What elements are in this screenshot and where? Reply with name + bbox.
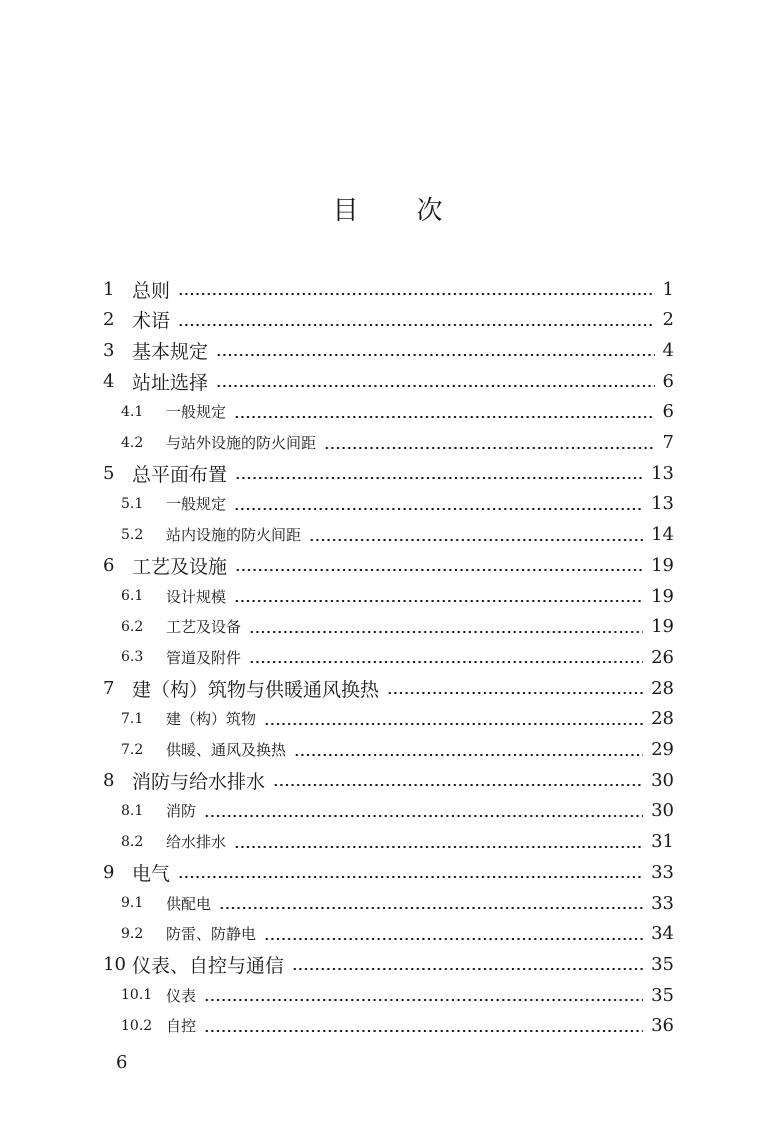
toc-section-entry[interactable] (0, 735, 775, 765)
toc-entry-number: 6 (103, 554, 115, 576)
toc-leader-dots (234, 508, 643, 510)
toc-entry-title: 设计规模 (166, 587, 227, 606)
toc-title-char-1: 目 (332, 196, 359, 226)
toc-section-entry[interactable] (0, 428, 775, 458)
toc-entry-number: 5.1 (121, 495, 144, 512)
toc-leader-dots (216, 385, 655, 387)
toc-entry-number: 9.2 (121, 925, 144, 942)
toc-entry-title: 消防 (166, 802, 197, 821)
toc-section-entry[interactable] (0, 796, 775, 826)
toc-chapter-entry[interactable] (0, 458, 775, 488)
toc-leader-dots (273, 784, 643, 786)
toc-entry-number: 1 (103, 278, 115, 300)
toc-entry-page: 2 (662, 309, 674, 331)
toc-section-entry[interactable] (0, 642, 775, 672)
toc-entry-page: 30 (651, 769, 674, 791)
toc-entry-title: 总平面布置 (132, 463, 228, 486)
toc-entry-number: 7 (103, 677, 115, 699)
toc-chapter-entry[interactable] (0, 335, 775, 365)
toc-chapter-entry[interactable] (0, 765, 775, 795)
toc-entry-number: 4 (103, 370, 115, 392)
toc-entry-page: 26 (651, 646, 674, 668)
toc-entry-title: 管道及附件 (166, 648, 242, 667)
toc-entry-title: 建（构）筑物与供暖通风换热 (132, 678, 380, 701)
toc-leader-dots (234, 600, 643, 602)
toc-chapter-entry[interactable] (0, 274, 775, 304)
toc-chapter-entry[interactable] (0, 673, 775, 703)
toc-entry-page: 35 (651, 984, 674, 1006)
toc-entry-page: 33 (651, 892, 674, 914)
toc-entry-number: 10.2 (121, 1017, 153, 1034)
toc-entry-page: 13 (651, 462, 674, 484)
toc-entry-number: 4.1 (121, 403, 144, 420)
toc-entry-number: 8 (103, 769, 115, 791)
toc-entry-page: 1 (662, 278, 674, 300)
toc-chapter-entry[interactable] (0, 305, 775, 335)
toc-entry-title: 基本规定 (132, 340, 209, 363)
toc-entry-page: 4 (662, 339, 674, 361)
toc-title (0, 190, 775, 227)
toc-chapter-entry[interactable] (0, 949, 775, 979)
toc-entry-number: 9.1 (121, 895, 144, 911)
toc-leader-dots (178, 324, 655, 326)
toc-section-entry[interactable] (0, 1011, 775, 1041)
toc-entry-title: 站址选择 (132, 371, 209, 394)
toc-entry-page: 13 (651, 493, 674, 515)
toc-entry-number: 6.1 (121, 588, 144, 604)
toc-entry-number: 6.2 (121, 618, 144, 635)
toc-entry-title: 总则 (132, 279, 171, 302)
toc-entry-number: 8.2 (121, 833, 144, 850)
toc-entry-page: 36 (651, 1015, 674, 1037)
toc-leader-dots (264, 938, 643, 940)
toc-entry-number: 5 (103, 462, 115, 484)
toc-entry-page: 31 (651, 831, 674, 853)
toc-entry-number: 6.3 (121, 649, 144, 666)
toc-leader-dots (204, 815, 643, 817)
toc-section-entry[interactable] (0, 397, 775, 427)
toc-entry-title: 自控 (166, 1017, 197, 1036)
toc-section-entry[interactable] (0, 612, 775, 642)
toc-entry-number: 5.2 (121, 526, 144, 543)
toc-leader-dots (235, 569, 643, 571)
toc-entry-title: 工艺及设施 (132, 555, 228, 578)
toc-section-entry[interactable] (0, 489, 775, 519)
toc-entry-number: 7.2 (121, 741, 144, 758)
toc-entry-title: 与站外设施的防火间距 (166, 434, 317, 452)
toc-entry-number: 9 (103, 861, 115, 883)
toc-entry-page: 35 (651, 953, 674, 975)
toc-title-char-2: 次 (416, 196, 443, 226)
toc-entry-page: 19 (651, 585, 674, 607)
toc-entry-title: 供配电 (166, 894, 212, 913)
toc-leader-dots (324, 447, 655, 449)
toc-entry-page: 19 (651, 616, 674, 638)
toc-entry-number: 4.2 (121, 434, 144, 451)
toc-entry-title: 仪表、自控与通信 (132, 954, 285, 977)
toc-entry-number: 8.1 (121, 802, 144, 819)
toc-entry-title: 建（构）筑物 (166, 710, 257, 729)
toc-leader-dots (204, 999, 643, 1001)
toc-section-entry[interactable] (0, 827, 775, 857)
toc-entry-title: 一般规定 (166, 495, 227, 514)
toc-leader-dots (178, 876, 643, 878)
toc-entry-page: 7 (662, 432, 674, 453)
toc-leader-dots (204, 1030, 643, 1032)
toc-entry-page: 34 (651, 923, 674, 945)
toc-leader-dots (249, 631, 643, 633)
toc-entry-title: 工艺及设备 (166, 618, 242, 637)
toc-entry-title: 一般规定 (166, 403, 227, 422)
toc-leader-dots (216, 354, 655, 356)
toc-leader-dots (178, 293, 655, 295)
toc-entry-number: 2 (103, 309, 115, 331)
toc-chapter-entry[interactable] (0, 550, 775, 580)
toc-leader-dots (235, 477, 643, 479)
toc-entry-title: 给水排水 (166, 833, 227, 852)
toc-entry-title: 站内设施的防火间距 (166, 526, 302, 545)
toc-section-entry[interactable] (0, 888, 775, 918)
toc-entry-number: 3 (103, 339, 115, 361)
toc-section-entry[interactable] (0, 980, 775, 1010)
toc-entry-title: 术语 (132, 310, 171, 333)
toc-section-entry[interactable] (0, 919, 775, 949)
toc-entry-number: 7.1 (121, 710, 144, 727)
toc-section-entry[interactable] (0, 581, 775, 611)
toc-chapter-entry[interactable] (0, 366, 775, 396)
toc-section-entry[interactable] (0, 520, 775, 550)
toc-leader-dots (249, 661, 643, 663)
toc-entry-title: 仪表 (166, 986, 197, 1005)
toc-leader-dots (219, 907, 643, 909)
toc-leader-dots (234, 846, 643, 848)
toc-entry-title: 防雷、防静电 (166, 925, 257, 944)
toc-entry-page: 30 (651, 800, 674, 822)
toc-entry-page: 29 (651, 739, 674, 760)
toc-entry-title: 供暖、通风及换热 (166, 741, 287, 759)
toc-entry-number: 10 (103, 953, 126, 975)
toc-leader-dots (264, 723, 643, 725)
toc-leader-dots (292, 968, 643, 970)
toc-leader-dots (309, 539, 643, 541)
toc-chapter-entry[interactable] (0, 857, 775, 887)
toc-leader-dots (294, 754, 643, 756)
toc-leader-dots (234, 416, 655, 418)
toc-entry-page: 6 (662, 401, 674, 423)
toc-entry-page: 14 (651, 524, 674, 546)
toc-entry-page: 19 (651, 554, 674, 576)
page-number: 6 (116, 1052, 128, 1073)
toc-entry-number: 10.1 (121, 987, 153, 1004)
toc-entry-title: 消防与给水排水 (132, 770, 266, 793)
toc-entry-page: 6 (662, 370, 674, 392)
toc-leader-dots (387, 692, 643, 694)
toc-section-entry[interactable] (0, 704, 775, 734)
toc-entry-page: 28 (651, 708, 674, 730)
toc-entry-page: 33 (651, 861, 674, 883)
toc-entry-page: 28 (651, 677, 674, 699)
toc-entry-title: 电气 (132, 862, 171, 885)
